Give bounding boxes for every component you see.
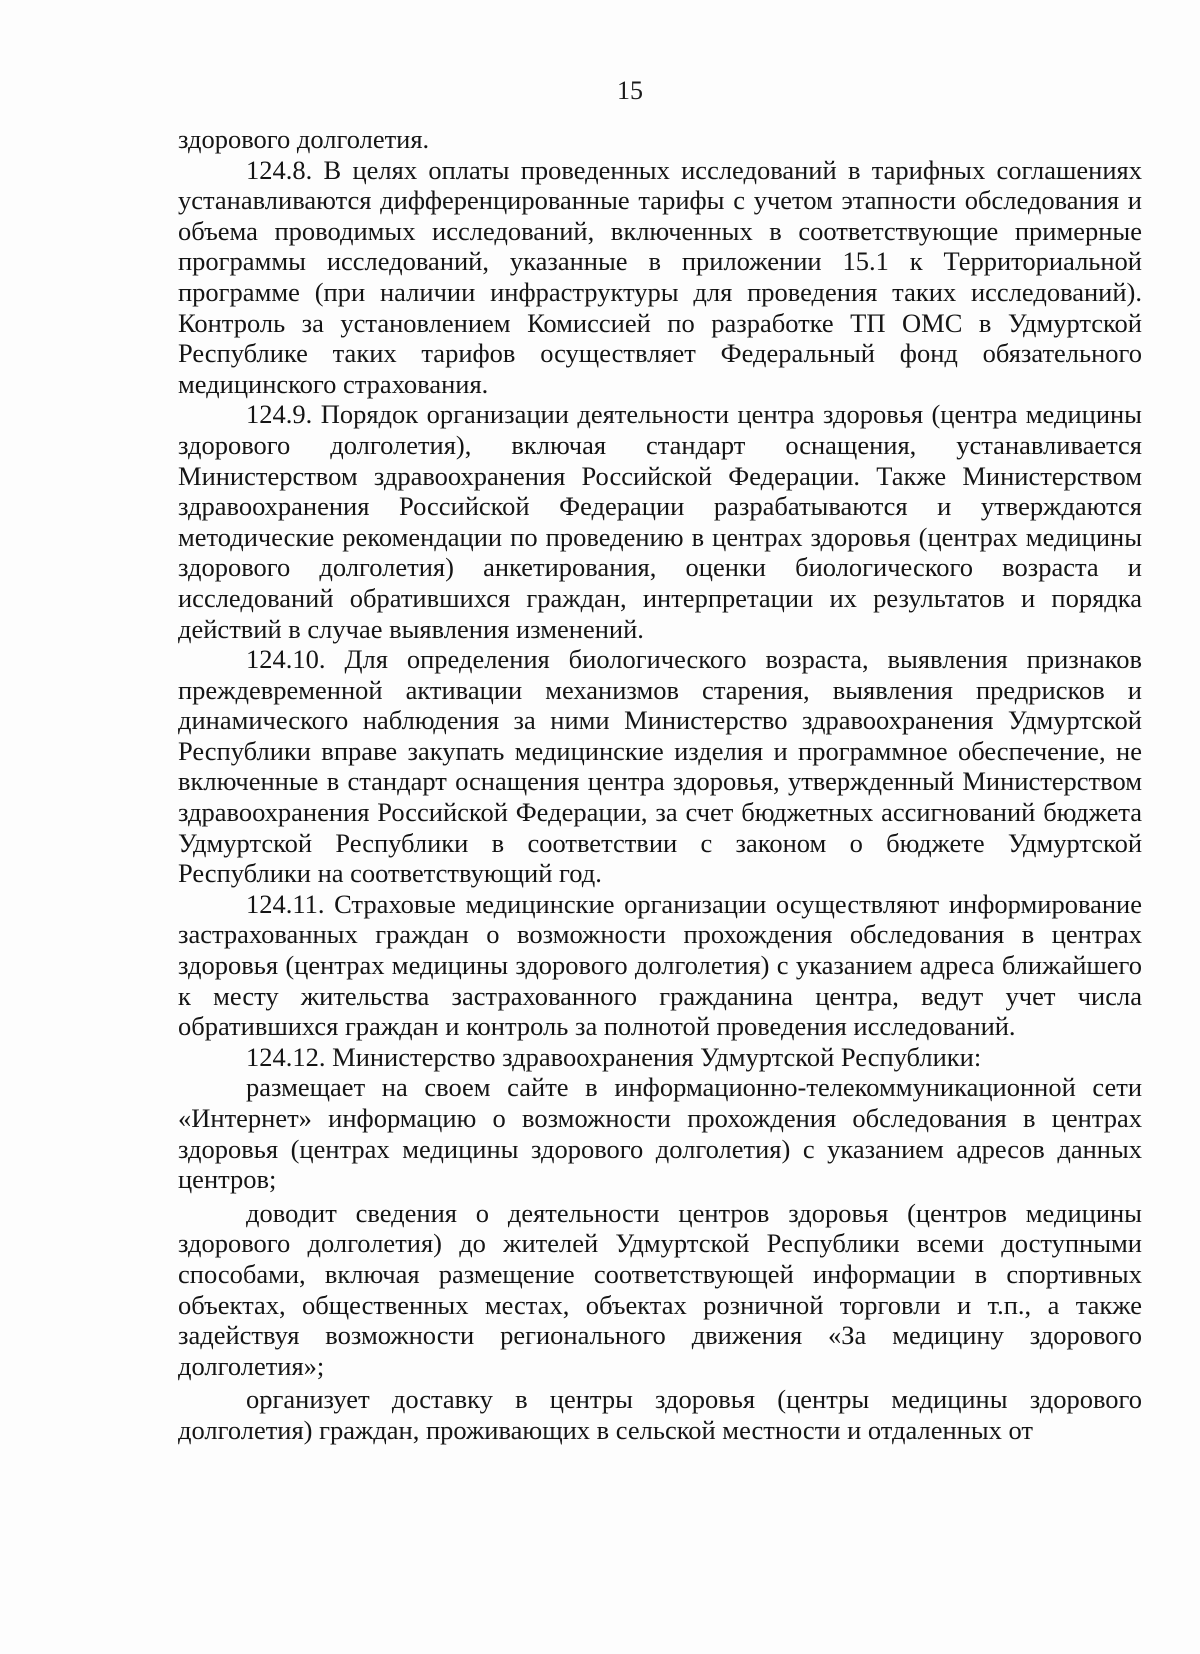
list-item-inform-residents: доводит сведения о деятельности центров здоровья (центров медицины здорового долголетия) до жителей Удмуртской Республики всеми доступными способами, включая размещение соответствующей информации в спортивных объектах, общественных местах, объектах розничной торговли и т.п., а также задействуя возможности регионального движения «За медицину здорового долголетия»; [178,1197,1142,1381]
paragraph-124-8: 124.8. В целях оплаты проведенных исследований в тарифных соглашениях устанавливаются дифференцированные тарифы с учетом этапности обследования и объема проводимых исследований, включенных в соответствующие примерные программы исследований, указанные в приложении 15.1 к Территориальной программе (при наличии инфраструктуры для проведения таких исследований). Контроль за установлением Комиссией по разработке ТП ОМС в Удмуртской Республике таких тарифов осуществляет Федеральный фонд обязательного медицинского страхования. [178,154,1142,399]
list-item-website: размещает на своем сайте в информационно-телекоммуникационной сети «Интернет» информацию о возможности прохождения обследования в центрах здоровья (центрах медицины здорового долголетия) с указанием адресов данных центров; [178,1072,1142,1195]
page-number: 15 [617,76,643,105]
paragraph-124-12: 124.12. Министерство здравоохранения Удмуртской Республики: [246,1041,982,1072]
paragraph-124-9: 124.9. Порядок организации деятельности центра здоровья (центра медицины здорового долголетия), включая стандарт оснащения, устанавливается Министерством здравоохранения Российской Федерации. Также Министерством здравоохранения Российской Федерации разрабатываются и утверждаются методические рекомендации по проведению в центрах здоровья (центрах медицины здорового долголетия) анкетирования, оценки биологического возраста и исследований обратившихся граждан, интерпретации их результатов и порядка действий в случае выявления изменений. [178,399,1142,644]
paragraph-124-11: 124.11. Страховые медицинские организации осуществляют информирование застрахованных граждан о возможности прохождения обследования в центрах здоровья (центрах медицины здорового долголетия) с указанием адреса ближайшего к месту жительства застрахованного гражданина центра, ведут учет числа обратившихся граждан и контроль за полнотой проведения исследований. [178,888,1142,1042]
paragraph-continuation: здорового долголетия. [178,124,430,154]
list-item-transport: организует доставку в центры здоровья (центры медицины здорового долголетия) граждан, проживающих в сельской местности и отдаленных от [178,1384,1142,1445]
paragraph-124-10: 124.10. Для определения биологического возраста, выявления признаков преждевременной активации механизмов старения, выявления предрисков и динамического наблюдения за ними Министерство здравоохранения Удмуртской Республики вправе закупать медицинские изделия и программное обеспечение, не включенные в стандарт оснащения центра здоровья, утвержденный Министерством здравоохранения Российской Федерации, за счет бюджетных ассигнований бюджета Удмуртской Республики в соответствии с законом о бюджете Удмуртской Республики на соответствующий год. [178,644,1142,889]
document-body [178,124,1142,1446]
